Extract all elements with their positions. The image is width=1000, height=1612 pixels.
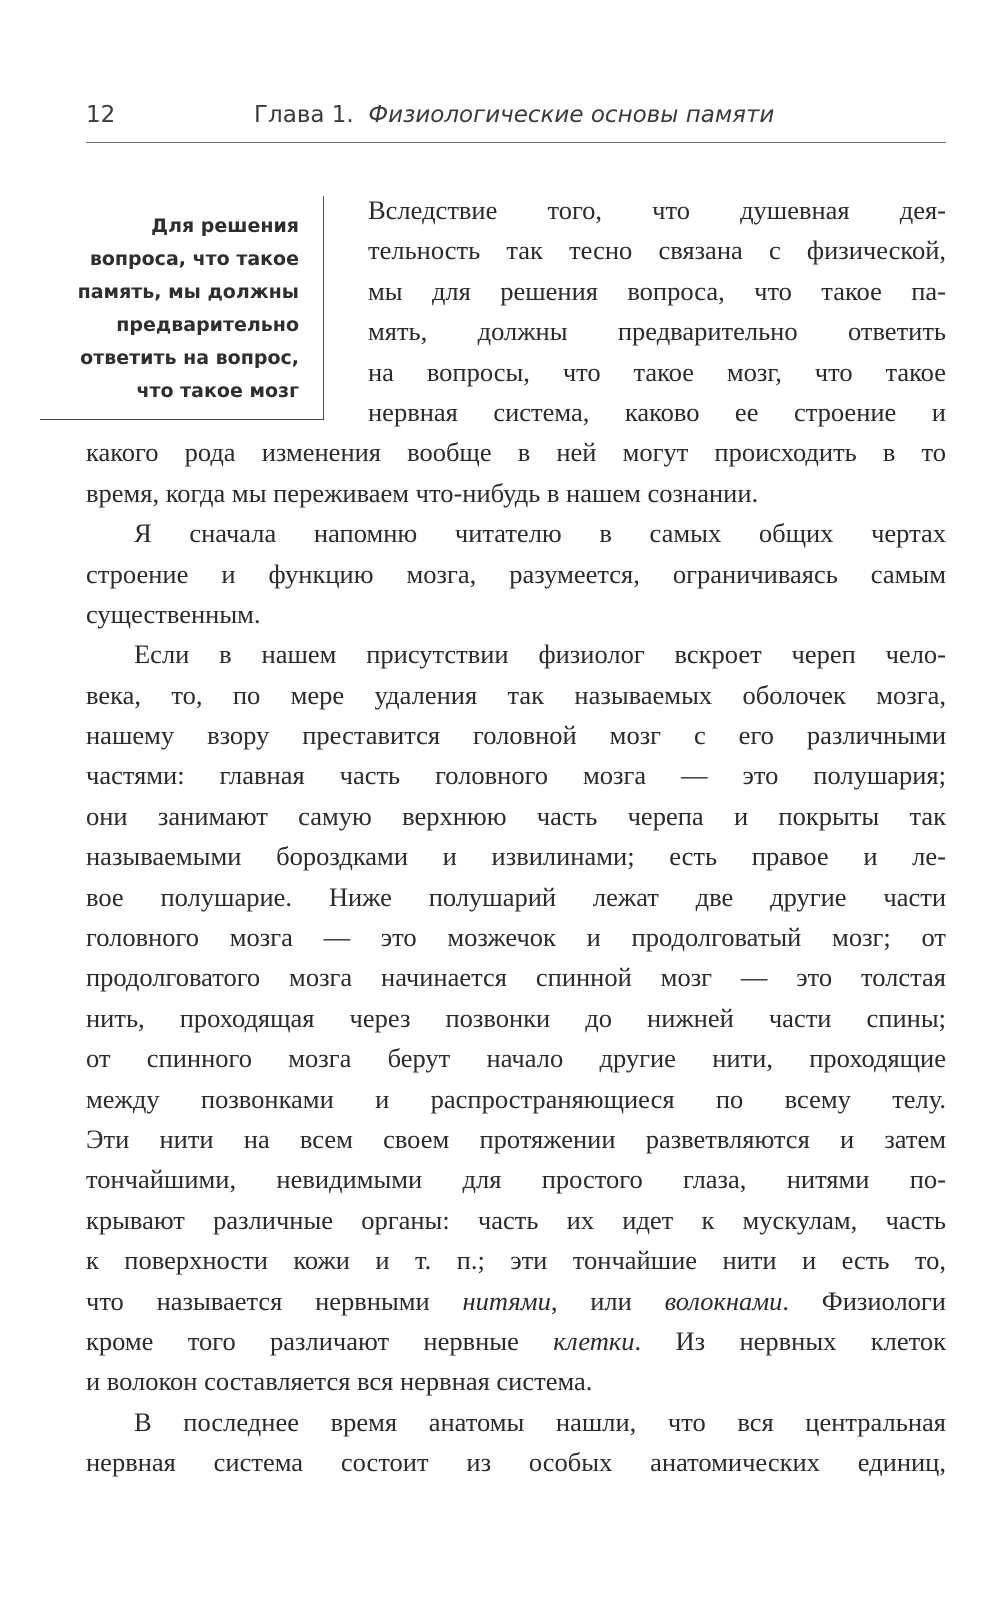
text-line: называемыми бороздками и извилинами; есть правое и ле- (86, 841, 946, 872)
text-line: время, когда мы переживаем что-нибудь в нашем сознании. (86, 477, 759, 508)
paragraph-3 (86, 634, 946, 1401)
margin-note-line: что такое мозг (136, 380, 299, 402)
text-line: и волокон составляется вся нервная система. (86, 1366, 593, 1397)
text-line: вое полушарие. Ниже полушарий лежат две другие части (86, 881, 946, 912)
margin-note-line: вопроса, что такое (89, 248, 299, 270)
text-fragment: что называется нервными (86, 1285, 463, 1316)
text-line: нервная система, каково ее строение и (368, 396, 946, 427)
text-line: нашему взору преставится головной мозг с его различными (86, 720, 946, 751)
text-line: головного мозга — это мозжечок и продолговатый мозг; от (86, 922, 946, 953)
text-line: В последнее время анатомы нашли, что вся центральная (134, 1406, 946, 1437)
text-fragment: . Физиологи (782, 1285, 946, 1316)
text-line (86, 1321, 946, 1361)
body-text (86, 190, 946, 1483)
paragraph-1 (86, 190, 946, 513)
text-line: Если в нашем присутствии физиолог вскроет череп чело- (134, 639, 946, 670)
margin-note-line: Для решения (151, 215, 299, 237)
margin-note-line: предварительно (116, 314, 299, 336)
text-line (86, 1281, 946, 1321)
page-number: 12 (86, 102, 116, 128)
text-line: на вопросы, что такое мозг, что такое (368, 356, 946, 387)
margin-note-line: память, мы должны (77, 281, 299, 303)
text-line: века, то, по мере удаления так называемых оболочек мозга, (86, 679, 946, 710)
paragraph-2 (86, 513, 946, 634)
text-line: частями: главная часть головного мозга — это полушария; (86, 760, 946, 791)
text-line: нить, проходящая через позвонки до нижней части спины; (86, 1002, 946, 1033)
text-line: нервная система состоит из особых анатомических единиц, (86, 1447, 946, 1478)
chapter-label: Глава 1. (254, 102, 354, 128)
text-line: тончайшими, невидимыми для простого глаза, нитями по- (86, 1164, 946, 1195)
chapter-title: Физиологические основы памяти (368, 102, 775, 128)
text-line: тельность так тесно связана с физической, (368, 235, 946, 266)
text-line: мы для решения вопроса, что такое па- (368, 275, 946, 306)
paragraph-4 (86, 1402, 946, 1483)
text-line: Вследствие того, что душевная дея- (368, 195, 946, 225)
text-line: какого рода изменения вообще в ней могут происходить в то (86, 437, 946, 468)
text-line: строение и функцию мозга, разумеется, ограничиваясь самым (86, 558, 946, 589)
text-line: крывают различные органы: часть их идет к мускулам, часть (86, 1204, 946, 1235)
text-fragment: , или (550, 1285, 665, 1316)
text-fragment: . Из нервных клеток (634, 1325, 946, 1356)
running-title (254, 102, 774, 128)
text-line: они занимают самую верхнюю часть черепа и покрыты так (86, 800, 946, 831)
text-line: Эти нити на всем своем протяжении разветвляются и затем (86, 1123, 946, 1154)
text-line: продолговатого мозга начинается спинной мозг — это толстая (86, 962, 946, 993)
italic-term-fibers: волокнами (664, 1285, 783, 1316)
margin-note-line: ответить на вопрос, (80, 347, 299, 369)
text-line: от спинного мозга берут начало другие нити, проходящие (86, 1043, 946, 1074)
text-line: к поверхности кожи и т. п.; эти тончайшие нити и есть то, (86, 1245, 946, 1276)
italic-term-cells: клетки (553, 1325, 635, 1356)
text-fragment: кроме того различают нервные (86, 1325, 554, 1356)
text-line: существенным. (86, 598, 261, 629)
text-line: мять, должны предварительно ответить (368, 316, 946, 347)
text-line: Я сначала напомню читателю в самых общих чертах (134, 518, 946, 549)
italic-term-threads: нитями (462, 1285, 551, 1316)
running-header (86, 98, 946, 143)
text-line: между позвонками и распространяющиеся по всему телу. (86, 1083, 946, 1114)
